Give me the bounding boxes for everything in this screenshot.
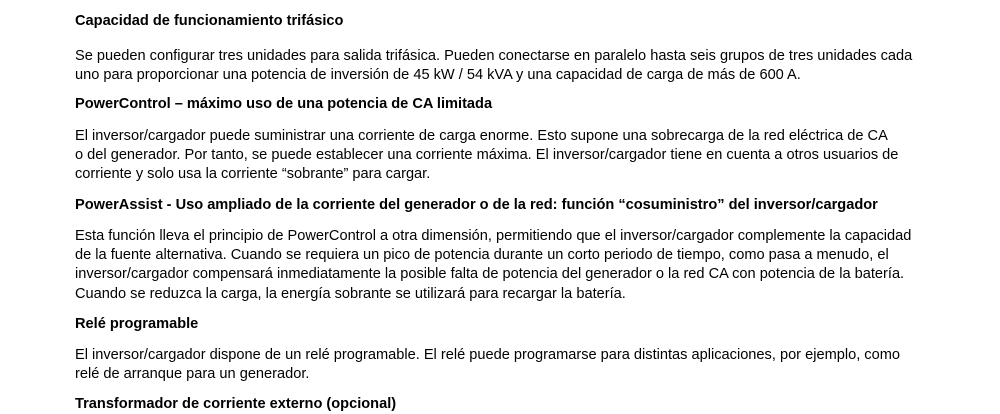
section-heading-powerassist: PowerAssist - Uso ampliado de la corriente del generador o de la red: función “cosuministro” del inversor/cargador [75,197,878,213]
section-paragraph-three-phase [75,47,912,85]
paragraph-line: Esta función lleva el principio de PowerControl a otra dimensión, permitiendo que el inversor/cargador complemente la capacidad [75,228,912,244]
section-heading-powercontrol: PowerControl – máximo uso de una potencia de CA limitada [75,96,493,112]
section-heading-three-phase: Capacidad de funcionamiento trifásico [75,13,344,29]
paragraph-line: corriente y solo usa la corriente “sobrante” para cargar. [75,166,431,183]
section-heading-programmable-relay: Relé programable [75,316,199,332]
section-paragraph-powercontrol [75,127,898,185]
section-paragraph-programmable-relay [75,346,900,384]
paragraph-line: o del generador. Por tanto, se puede establecer una corriente máxima. El inversor/cargador tiene en cuenta a otros usuarios de [75,147,899,164]
paragraph-line: de la fuente alternativa. Cuando se requiera un pico de potencia durante un corto periodo de tiempo, como pasa a menudo, el [75,247,889,264]
paragraph-line: uno para proporcionar una potencia de inversión de 45 kW / 54 kVA y una capacidad de carga de más de 600 A. [75,67,801,84]
paragraph-line: inversor/cargador compensará inmediatamente la posible falta de potencia del generador o la red CA con potencia de la batería. [75,266,905,283]
section-heading-current-transformer: Transformador de corriente externo (opcional) [75,396,397,412]
paragraph-line: El inversor/cargador puede suministrar una corriente de carga enorme. Esto supone una sobrecarga de la red eléctrica de CA [75,128,888,144]
paragraph-line: Cuando se reduzca la carga, la energía sobrante se utilizará para recargar la batería. [75,285,626,302]
section-paragraph-powerassist [75,227,911,304]
paragraph-line: Se pueden configurar tres unidades para salida trifásica. Pueden conectarse en paralelo hasta seis grupos de tres unidades cada [75,48,913,64]
paragraph-line: El inversor/cargador dispone de un relé programable. El relé puede programarse para distintas aplicaciones, por ejemplo, como [75,347,900,363]
paragraph-line: relé de arranque para un generador. [75,366,310,383]
